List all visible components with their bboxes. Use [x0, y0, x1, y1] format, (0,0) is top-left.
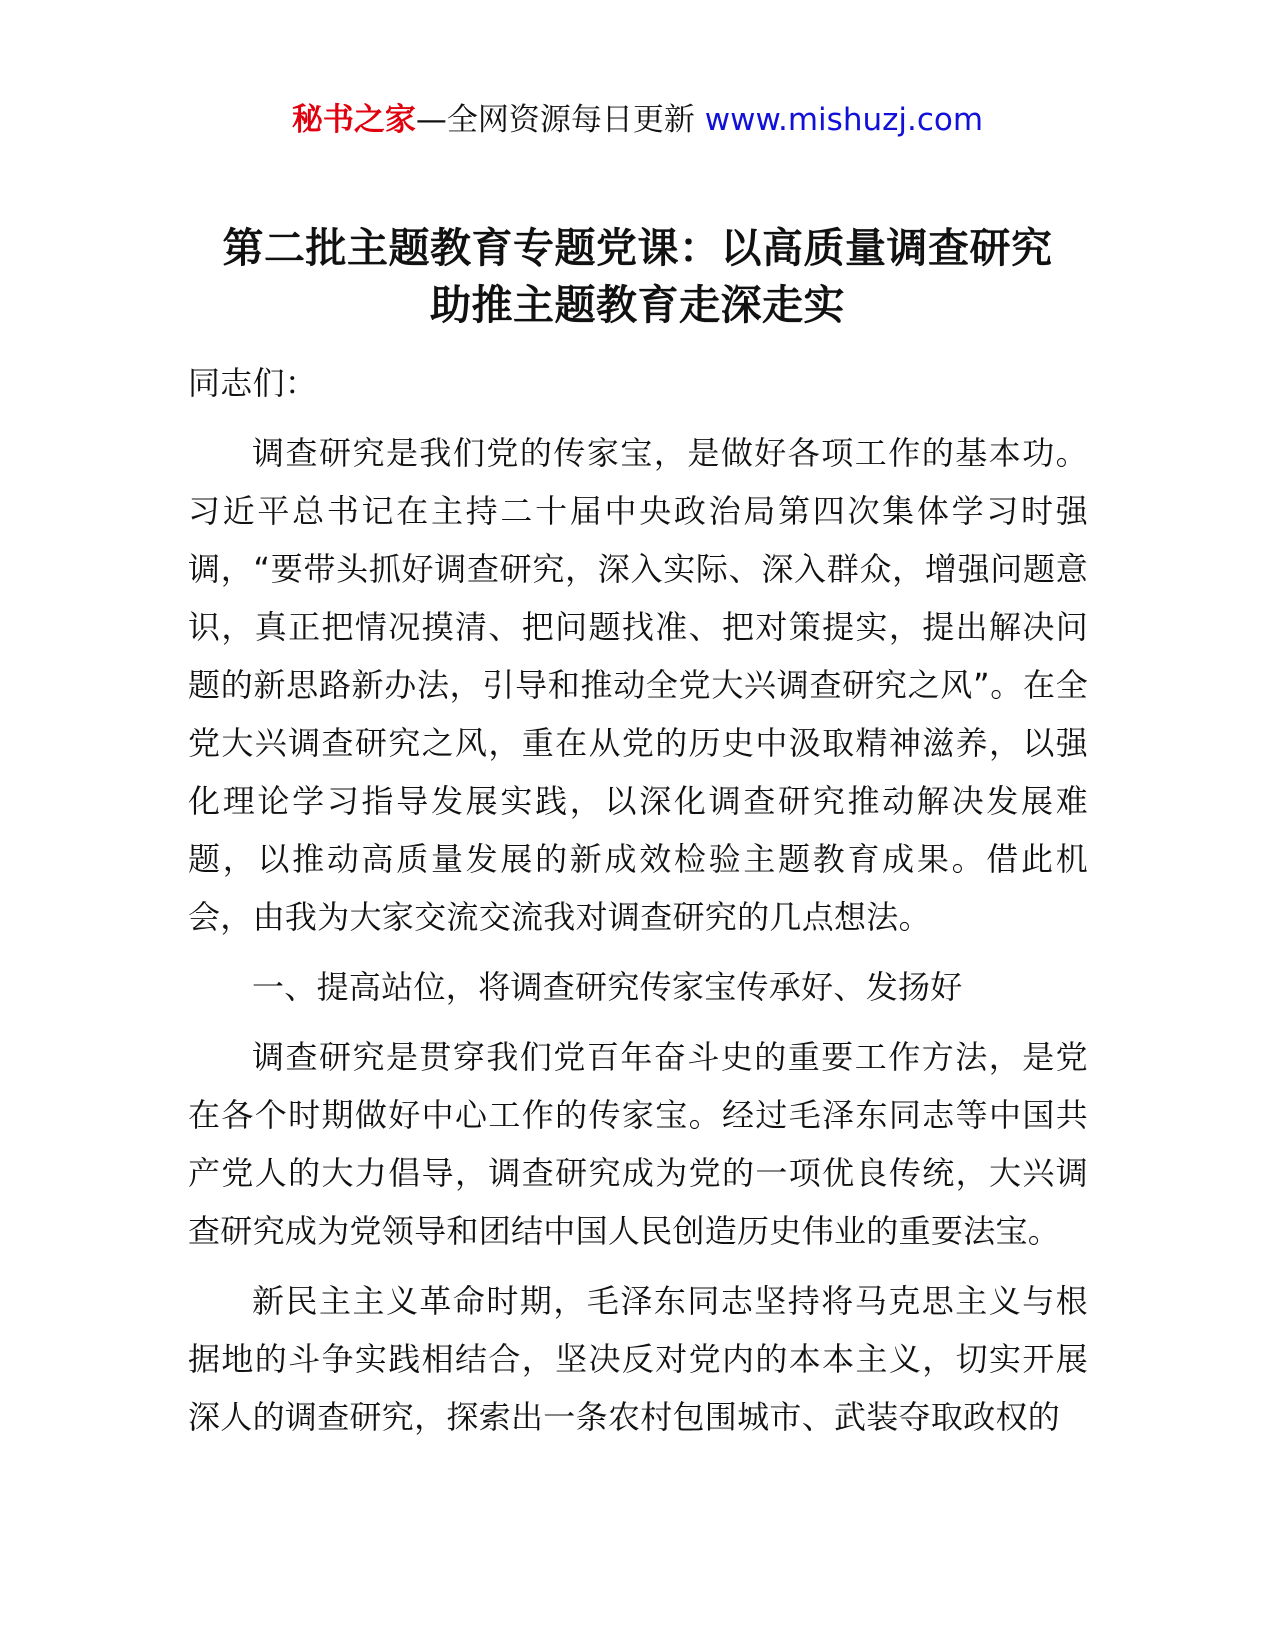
site-url-link[interactable]: www.mishuzj.com — [704, 102, 984, 138]
salutation: 同志们： — [188, 364, 318, 402]
document-title — [0, 220, 1275, 334]
title-line-1: 第二批主题教育专题党课：以高质量调查研究 — [222, 224, 1053, 272]
brand-name: 秘书之家 — [291, 102, 416, 138]
header-banner — [0, 98, 1275, 142]
paragraph-section-1: 调查研究是贯穿我们党百年奋斗史的重要工作方法，是党在各个时期做好中心工作的传家宝。经过毛泽东同志等中国共产党人的大力倡导，调查研究成为党的一项优良传统，大兴调查研究成为党领导和团结中国人民创造历史伟业的重要法宝。 — [188, 1038, 1088, 1250]
paragraph-intro: 调查研究是我们党的传家宝，是做好各项工作的基本功。习近平总书记在主持二十届中央政治局第四次集体学习时强调，“要带头抓好调查研究，深入实际、深入群众，增强问题意识，真正把情况摸清、把问题找准、把对策提实，提出解决问题的新思路新办法，引导和推动全党大兴调查研究之风”。在全党大兴调查研究之风，重在从党的历史中汲取精神滋养，以强化理论学习指导发展实践，以深化调查研究推动解决发展难题，以推动高质量发展的新成效检验主题教育成果。借此机会，由我为大家交流交流我对调查研究的几点想法。 — [188, 434, 1088, 936]
title-line-2: 助推主题教育走深走实 — [430, 281, 845, 329]
document-body — [188, 354, 1088, 1458]
section-heading-1: 一、提高站位，将调查研究传家宝传承好、发扬好 — [252, 968, 963, 1006]
header-tagline: —全网资源每日更新 — [415, 102, 695, 138]
paragraph-new-democratic: 新民主主义革命时期，毛泽东同志坚持将马克思主义与根据地的斗争实践相结合，坚决反对党内的本本主义，切实开展深人的调查研究，探索出一条农村包围城市、武装夺取政权的 — [188, 1282, 1088, 1436]
